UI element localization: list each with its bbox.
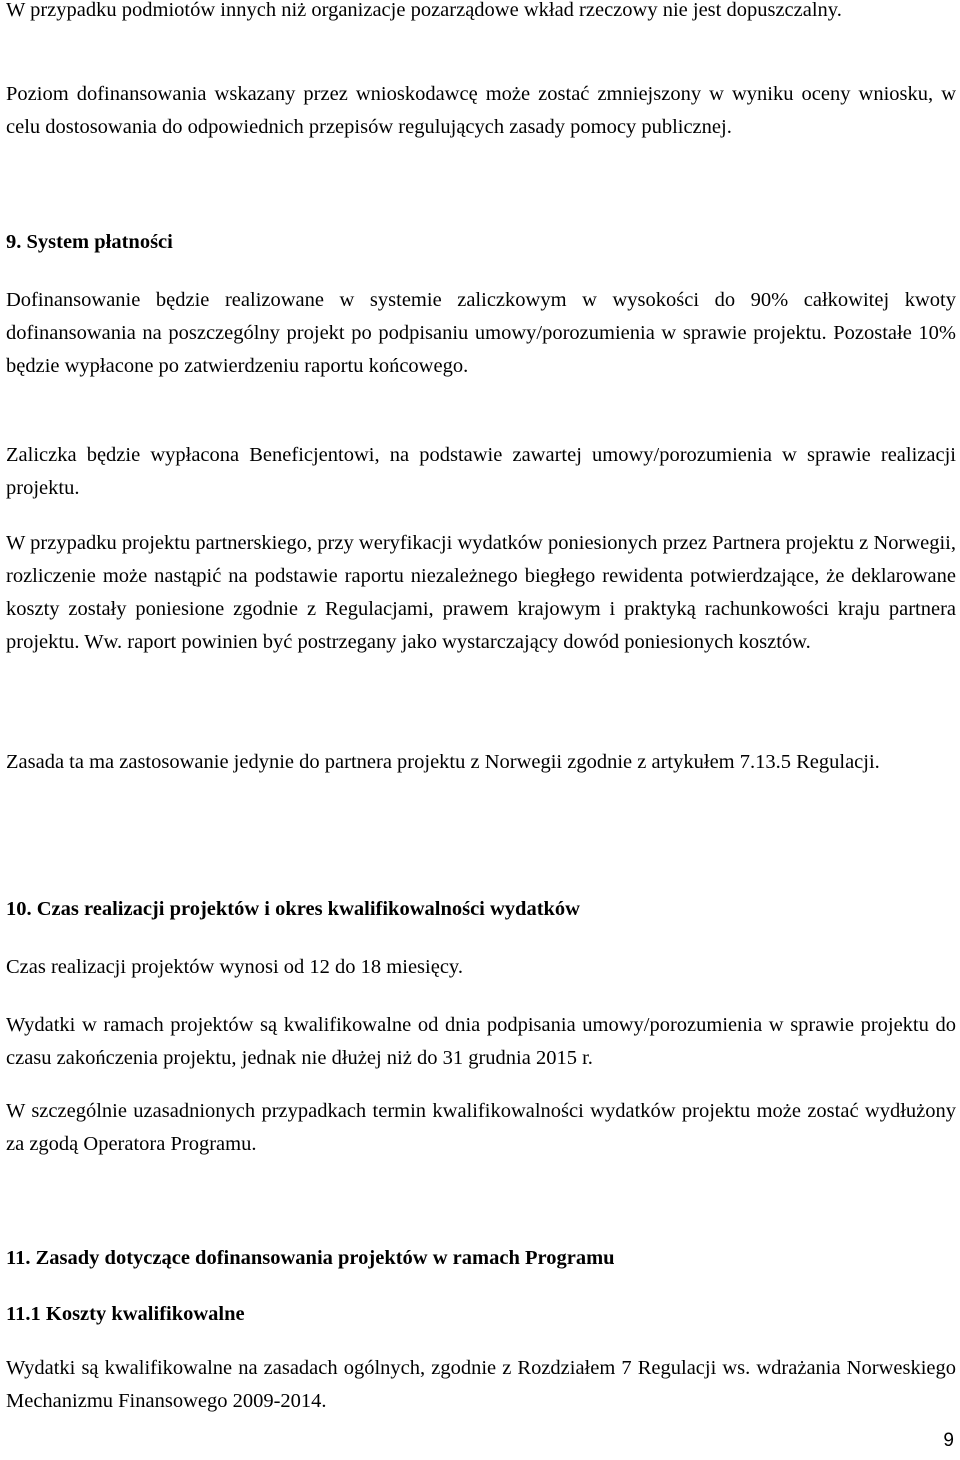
paragraph-eligibility-period: Wydatki w ramach projektów są kwalifikowalne od dnia podpisania umowy/porozumienia w sprawie projektu do czasu zakończenia projektu, jednak nie dłużej niż do 31 grudnia 2015 r.	[6, 1014, 956, 1069]
paragraph-extension: W szczególnie uzasadnionych przypadkach termin kwalifikowalności wydatków projektu może zostać wydłużony za zgodą Operatora Programu.	[6, 1100, 956, 1155]
heading-eligible-costs: 11.1 Koszty kwalifikowalne	[6, 1303, 245, 1325]
paragraph-advance-beneficiary: Zaliczka będzie wypłacona Beneficjentowi, na podstawie zawartej umowy/porozumienia w sprawie realizacji projektu.	[6, 444, 956, 499]
paragraph-in-kind-contribution: W przypadku podmiotów innych niż organizacje pozarządowe wkład rzeczowy nie jest dopuszczalny.	[6, 0, 842, 21]
paragraph-duration: Czas realizacji projektów wynosi od 12 do 18 miesięcy.	[6, 956, 463, 978]
paragraph-eligible-expenses: Wydatki są kwalifikowalne na zasadach ogólnych, zgodnie z Rozdziałem 7 Regulacji ws. wdrażania Norweskiego Mechanizmu Finansowego 2009-2014.	[6, 1357, 956, 1412]
paragraph-advance-payment: Dofinansowanie będzie realizowane w systemie zaliczkowym w wysokości do 90% całkowitej kwoty dofinansowania na poszczególny projekt po podpisaniu umowy/porozumienia w sprawie projektu. Pozostałe 10% będzie wypłacone po zatwierdzeniu raportu końcowego.	[6, 289, 956, 377]
paragraph-partner-project: W przypadku projektu partnerskiego, przy weryfikacji wydatków poniesionych przez Partnera projektu z Norwegii, rozliczenie może nastąpić na podstawie raportu niezależnego biegłego rewidenta potwierdzające, że deklarowane koszty zostały poniesione zgodnie z Regulacjami, prawem krajowym i praktyką rachunkowości kraju partnera projektu. Ww. raport powinien być postrzegany jako wystarczający dowód poniesionych kosztów.	[6, 532, 956, 653]
page-number: 9	[943, 1430, 954, 1451]
heading-funding-rules: 11. Zasady dotyczące dofinansowania projektów w ramach Programu	[6, 1247, 615, 1269]
heading-project-duration: 10. Czas realizacji projektów i okres kwalifikowalności wydatków	[6, 898, 580, 920]
paragraph-rule-norway: Zasada ta ma zastosowanie jedynie do partnera projektu z Norwegii zgodnie z artykułem 7.13.5 Regulacji.	[6, 751, 880, 773]
paragraph-funding-level: Poziom dofinansowania wskazany przez wnioskodawcę może zostać zmniejszony w wyniku oceny wniosku, w celu dostosowania do odpowiednich przepisów regulujących zasady pomocy publicznej.	[6, 83, 956, 138]
heading-payment-system: 9. System płatności	[6, 231, 173, 253]
document-page	[6, 0, 956, 1460]
